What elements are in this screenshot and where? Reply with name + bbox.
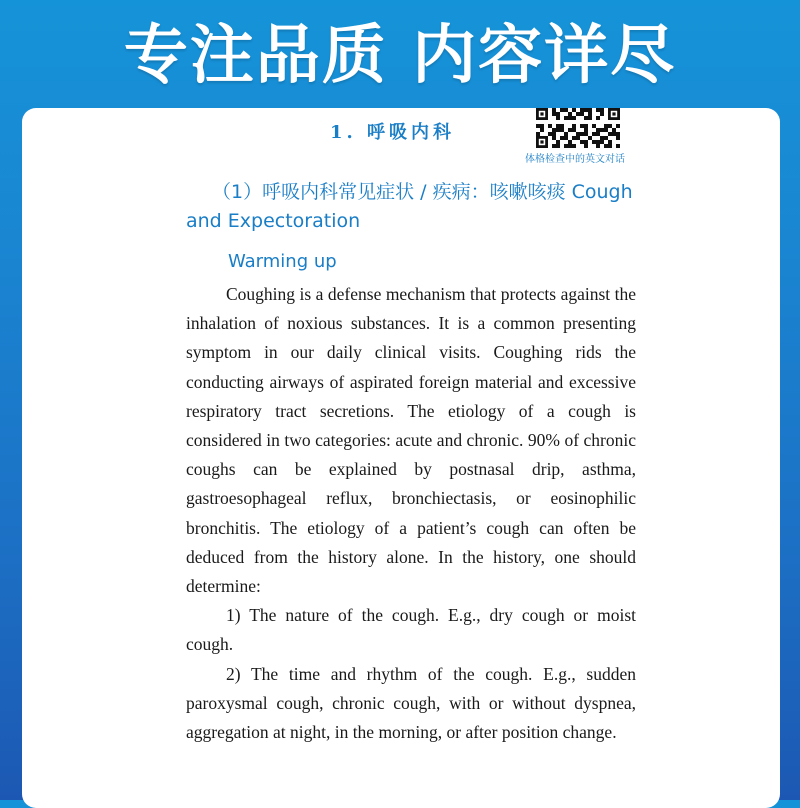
list-item: 1) The nature of the cough. E.g., dry cough or moist cough. [186,605,636,655]
chapter-title: 1. 呼吸内科 [330,122,456,143]
list-item: 2) The time and rhythm of the cough. E.g., sudden paroxysmal cough, chronic cough, with or without dyspnea, aggregation at night, in the morning, or after position change. [186,663,636,743]
qr-caption: 体格检查中的英文对话 [525,154,625,165]
qr-code-icon[interactable] [536,108,620,148]
body-text [186,280,636,747]
subsection-title: Warming up [228,251,337,272]
banner [0,0,800,100]
body-paragraph: Coughing is a defense mechanism that protects against the inhalation of noxious substances. It is a common presenting symptom in our daily clinical visits. Coughing rids the conducting airways of aspirated foreign material and excessive respiratory tract secretions. The etiology of a cough is considered in two categories: acute and chronic. 90% of chronic coughs can be explained by postnasal drip, asthma, gastroesophageal reflux, bronchiectasis, or eosinophilic bronchitis. The etiology of a patient’s cough can often be deduced from the history alone. In the history, one should determine: [186,284,636,597]
section-title: （1）呼吸内科常见症状 / 疾病：咳嗽咳痰 Cough and Expectoration [186,181,633,232]
banner-title: 专注品质 内容详尽 [123,19,677,93]
